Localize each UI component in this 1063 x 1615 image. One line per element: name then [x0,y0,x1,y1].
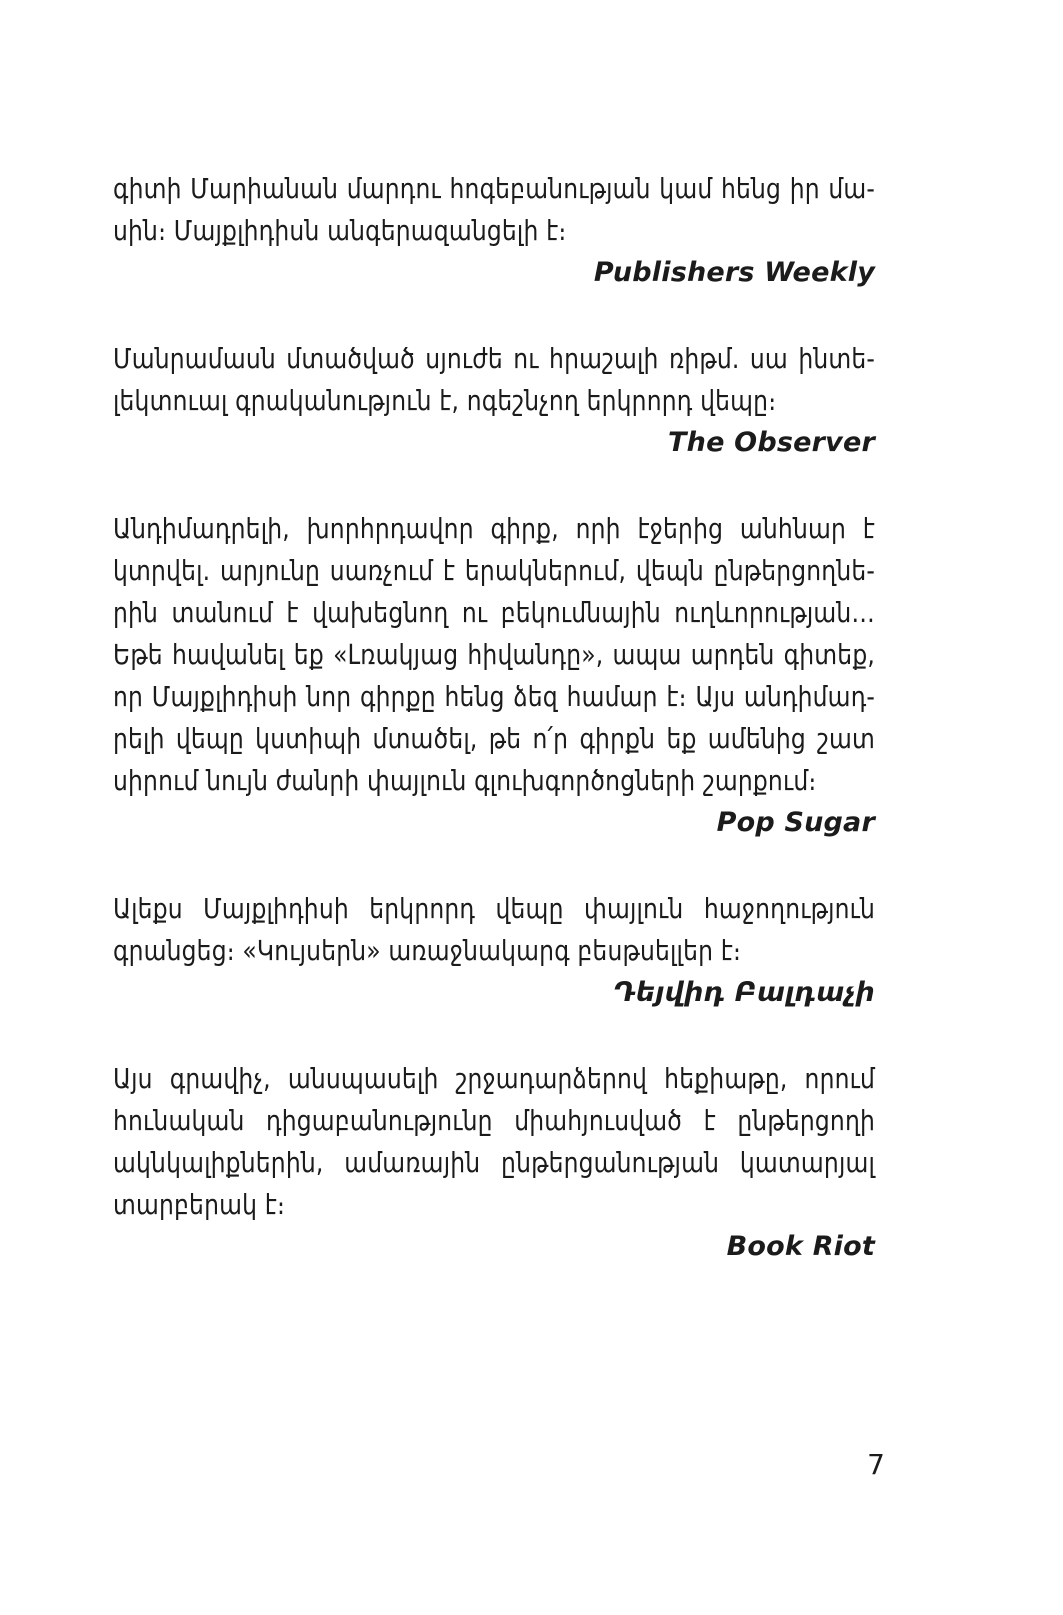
quote-line: կտրվել. արյունը սառչում է երակներում, վեպն ընթերցողնե- [113,554,876,587]
quote-block-the-observer [113,338,875,464]
quote-line: Անդիմադրելի, խորհրդավոր գիրք, որի էջերից անհնար է [113,512,876,545]
quote-block-book-riot [113,1058,875,1268]
quote-line: Մանրամասն մտածված սյուժե ու հրաշալի ռիթմ. սա ինտե- [113,342,876,375]
quote-line: ակնկալիքներին, ամառային ընթերցանության կատարյալ [113,1146,876,1179]
quote-line: Եթե հավանել եք «Լռակյաց հիվանդը», ապա արդեն գիտեք, [113,638,876,671]
quote-line: սին։ Մայքլիդիսն անգերազանցելի է։ [113,214,567,247]
quote-source: Book Riot [726,1231,875,1262]
quote-line: սիրում նույն ժանրի փայլուն գլուխգործոցների շարքում։ [113,764,817,797]
quote-line: որ Մայքլիդիսի նոր գիրքը հենց ձեզ համար է։ Այս անդիմադ- [113,680,876,713]
quote-line: լեկտուալ գրականություն է, ոգեշնչող երկրորդ վեպը։ [113,384,777,417]
quote-source: The Observer [668,427,875,458]
page-content [113,168,875,1268]
quote-source: Դեյվիդ Բալդաչի [613,977,875,1008]
quote-block-david-baldacci [113,888,875,1014]
page-number: 7 [867,1448,885,1481]
quote-line: տարբերակ է։ [113,1188,286,1221]
quote-line: րելի վեպը կստիպի մտածել, թե ո՛ր գիրքն եք ամենից շատ [113,722,876,755]
quote-line: րին տանում է վախեցնող ու բեկումնային ուղևորության… [113,596,876,629]
quote-line: գիտի Մարիանան մարդու հոգեբանության կամ հենց իր մա- [113,172,876,205]
quote-line: գրանցեց։ «Կույսերն» առաջնակարգ բեսթսելլեր է։ [113,934,742,967]
quote-source: Pop Sugar [716,807,875,838]
quote-line: հունական դիցաբանությունը միահյուսված է ընթերցողի [113,1104,876,1137]
quote-source: Publishers Weekly [593,257,875,288]
quote-line: Ալեքս Մայքլիդիսի երկրորդ վեպը փայլուն հաջողություն [113,892,876,925]
quote-block-publishers-weekly [113,168,875,294]
quote-block-pop-sugar [113,508,875,844]
quote-line: Այս գրավիչ, անսպասելի շրջադարձերով հեքիաթը, որում [113,1062,876,1095]
